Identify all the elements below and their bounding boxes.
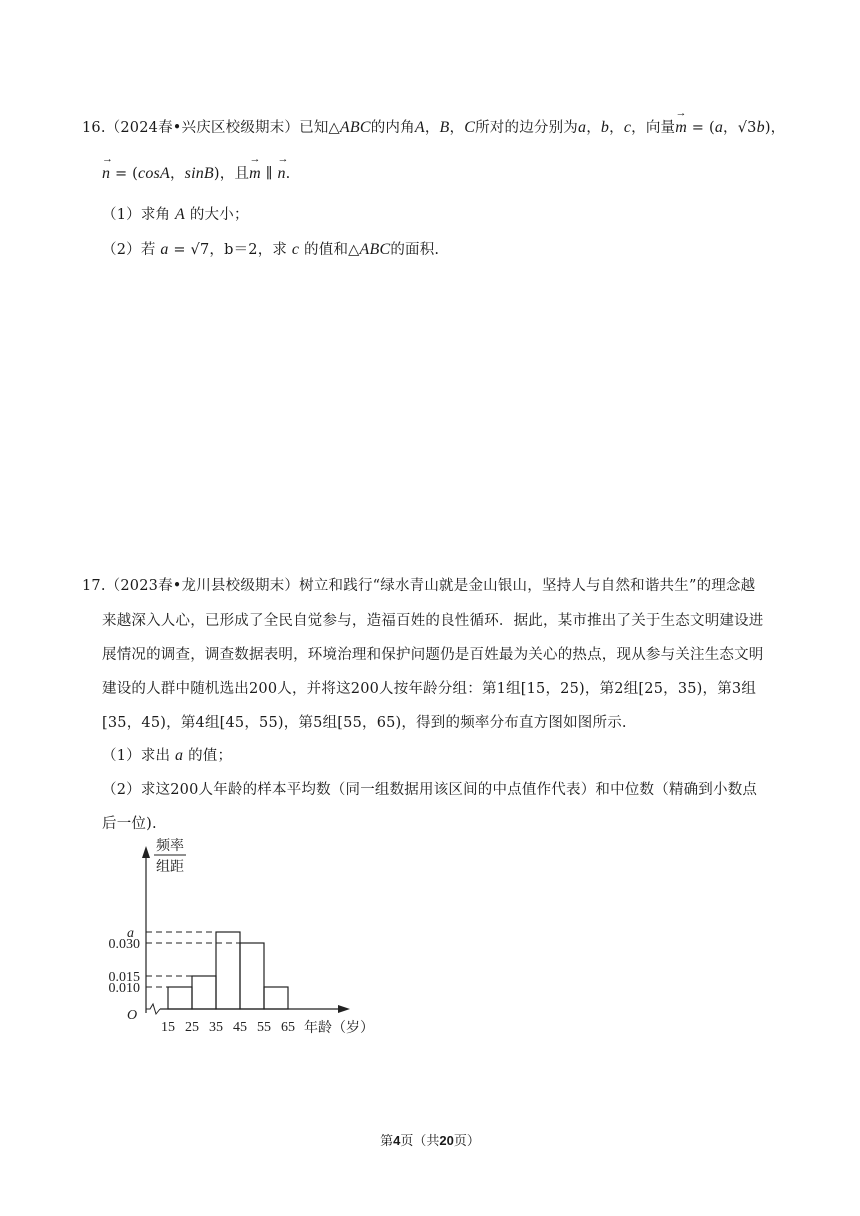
vector-m-label: m <box>249 165 261 182</box>
q16-part2-text: 的值和△ <box>304 242 360 258</box>
y-axis-arrow <box>142 846 150 858</box>
q17-part1-text: 的值； <box>188 748 233 764</box>
q16-part2-text: = <box>168 242 191 258</box>
q16-part2-text: （2）若 <box>102 242 156 258</box>
q17-number: 17. <box>82 578 106 594</box>
sqrt7: √7 <box>190 242 210 258</box>
q16-text: )， <box>764 120 786 136</box>
q16-var: b <box>600 119 610 136</box>
q16-text: 的内角 <box>370 120 415 136</box>
q17-stem-line2: 来越深入人心，已形成了全民自觉参与，造福百姓的良性循环．据此，某市推出了关于生态文明建设进 <box>102 613 764 629</box>
axis-break <box>146 1004 160 1014</box>
q16-part1 <box>102 203 249 224</box>
q16-part1-text: （1）求角 <box>102 207 171 223</box>
q17-part1-text: （1）求出 <box>102 748 171 764</box>
page-footer <box>0 1130 860 1149</box>
x-tick-label: 55 <box>257 1020 271 1035</box>
footer-text: 页（共 <box>400 1134 440 1149</box>
histogram-bar <box>192 976 216 1009</box>
y-label-numerator: 频率 <box>156 838 184 854</box>
q16-stem-line1: 16.（2024春•兴庆区校级期末）已知△ABC的内角A，B，C所对的边分别为a，b，c，向量 → m = (a，√3b)， <box>82 107 786 136</box>
page-total: 20 <box>439 1133 454 1148</box>
q16-var: a <box>714 119 724 136</box>
q16-text: ，向量 <box>631 120 676 136</box>
q17-var: a <box>175 747 184 764</box>
q16-stem-line2: → n = (cosA，sinB)，且 → m ∥ → n. <box>102 153 291 182</box>
histogram-bar <box>168 987 192 1009</box>
y-tick-label: 0.010 <box>108 981 140 996</box>
q16-var: C <box>464 119 476 136</box>
footer-text: 第 <box>380 1134 394 1149</box>
parallel-symbol: ∥ <box>260 166 278 182</box>
q16-cosA: cosA <box>138 165 170 182</box>
q17-part2-line1: （2）求这200人年龄的样本平均数（同一组数据用该区间的中点值作代表）和中位数（精确到小数点 <box>102 782 758 798</box>
vector-n-label: n <box>277 165 286 182</box>
x-tick-label: 45 <box>233 1020 247 1035</box>
q17-part2-line2: 后一位). <box>102 816 157 832</box>
y-tick-label: a <box>127 926 134 941</box>
q17-stem-line3: 展情况的调查，调查数据表明，环境治理和保护问题仍是百姓最为关心的热点，现从参与关注生态文明 <box>102 647 764 663</box>
q16-number: 16. <box>82 120 106 136</box>
q16-var: A <box>175 206 186 223</box>
vector-m-label: m <box>675 119 687 136</box>
q16-part2-text: ，b＝2，求 <box>209 242 288 258</box>
vector-m: → m <box>249 153 261 182</box>
q17-text: 树立和践行“绿水青山就是金山银山，坚持人与自然和谐共生”的理念越 <box>299 578 756 594</box>
x-tick-label: 35 <box>209 1020 223 1035</box>
q16-text: 已知△ <box>299 120 340 136</box>
x-tick-label: 15 <box>161 1020 175 1035</box>
q16-triangle: ABC <box>359 241 391 258</box>
q16-part2-text: 的面积. <box>390 242 440 258</box>
q16-text: = ( <box>110 166 139 182</box>
frequency-histogram <box>92 838 392 1038</box>
q16-text: . <box>285 166 291 182</box>
q16-var: A <box>414 119 425 136</box>
y-tick-label: 0.030 <box>108 937 140 952</box>
origin-label: O <box>126 1008 138 1023</box>
q16-source: （2024春•兴庆区校级期末） <box>105 120 300 136</box>
histogram-bar <box>240 943 264 1009</box>
page-number: 4 <box>393 1133 401 1148</box>
q16-var: a <box>160 241 169 258</box>
q16-var: B <box>439 119 450 136</box>
x-tick-label: 25 <box>185 1020 199 1035</box>
q16-text: = ( <box>687 120 715 136</box>
x-axis-arrow <box>338 1005 350 1013</box>
footer-text: 页） <box>453 1134 480 1149</box>
q16-triangle: ABC <box>339 119 371 136</box>
q17-stem-line5: [35，45)，第4组[45，55)，第5组[55，65)，得到的频率分布直方图如图所示. <box>102 715 627 731</box>
q16-part1-text: 的大小； <box>189 207 249 223</box>
sqrt3: √3 <box>737 120 757 136</box>
q17-stem-line1 <box>82 574 755 595</box>
vector-n: → n <box>277 153 289 182</box>
q16-var: c <box>623 119 632 136</box>
q17-part1 <box>102 744 232 765</box>
q16-var: b <box>756 119 765 136</box>
q17-stem-line4: 建设的人群中随机选出200人，并将这200人按年龄分组：第1组[15，25)，第2组[25，35)，第3组 <box>102 681 757 697</box>
histogram-bar <box>264 987 288 1009</box>
x-tick-label: 65 <box>281 1020 295 1035</box>
vector-n-label: n <box>102 165 111 182</box>
q16-var: a <box>578 119 587 136</box>
x-axis-label: 年龄（岁） <box>304 1020 374 1036</box>
y-tick-label: 0.015 <box>108 970 140 985</box>
y-label-denominator: 组距 <box>156 859 184 875</box>
histogram-bar <box>216 932 240 1009</box>
q16-var: c <box>291 241 300 258</box>
q16-text: )，且 <box>213 166 250 182</box>
q16-sinB: sinB <box>184 165 214 182</box>
q17-source: （2023春•龙川县校级期末） <box>105 578 300 594</box>
q16-part2 <box>102 238 439 259</box>
q16-text: 所对的边分别为 <box>475 120 578 136</box>
vector-n: → n <box>102 153 114 182</box>
vector-m: → m <box>675 107 687 136</box>
